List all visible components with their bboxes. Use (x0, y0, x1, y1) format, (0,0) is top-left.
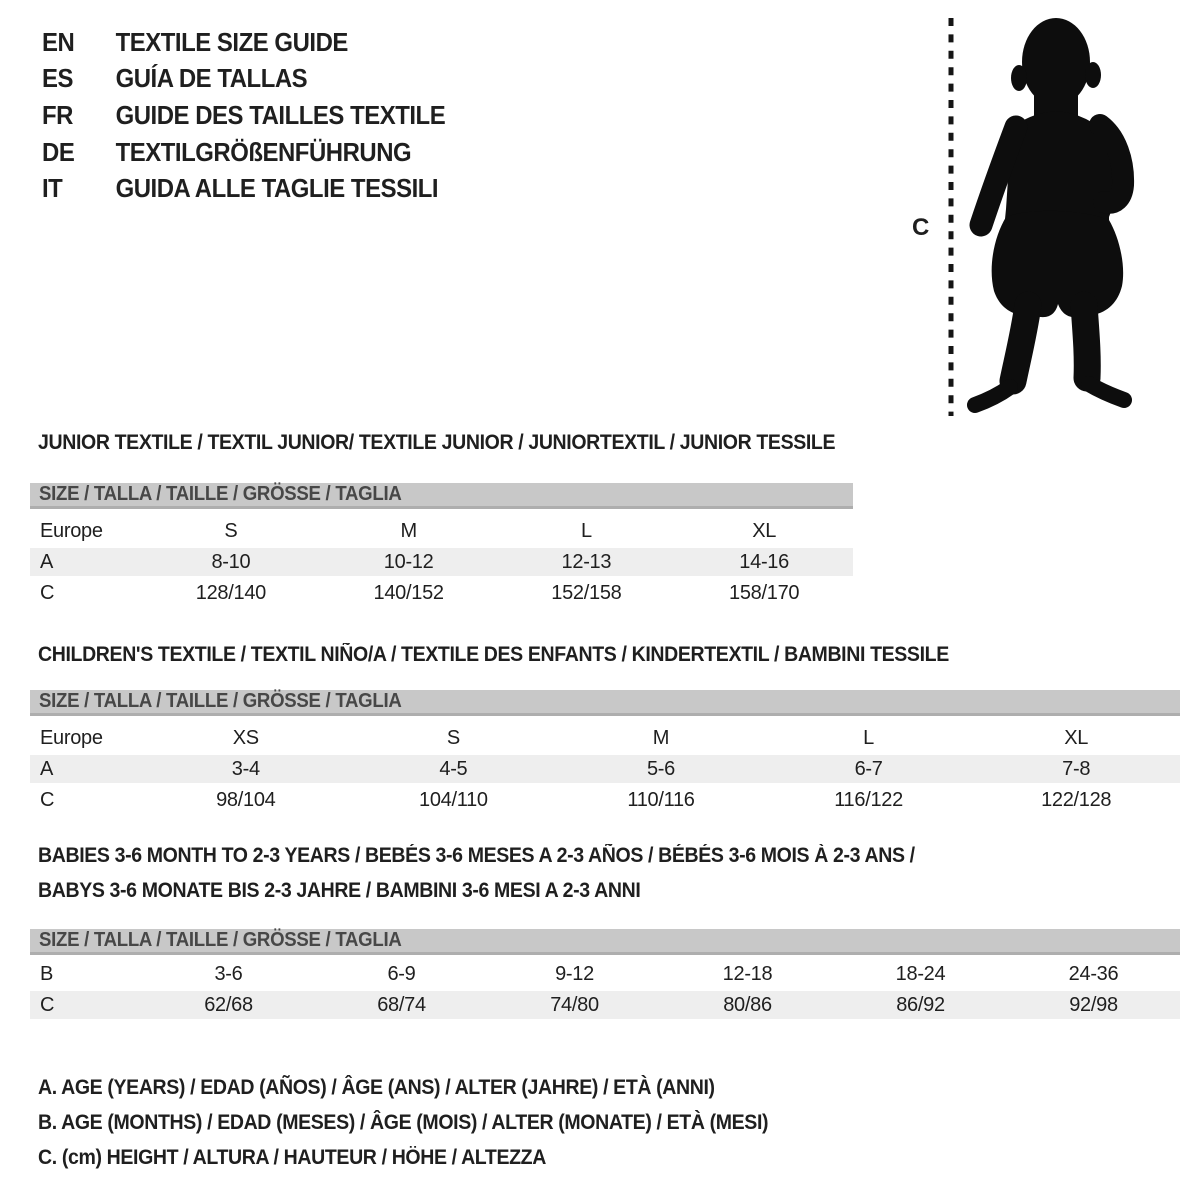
table-cell: 158/170 (729, 581, 800, 604)
table-cell: 5-6 (646, 757, 675, 780)
column-header: XL (752, 519, 777, 542)
junior-size-bar-label: SIZE / TALLA / TAILLE / GRÖSSE / TAGLIA (39, 483, 402, 505)
language-code: DE (42, 136, 75, 167)
junior-size-bar (30, 483, 853, 509)
babies-row-c (30, 991, 1180, 1019)
language-row-en (42, 24, 445, 61)
table-cell: 4-5 (439, 757, 468, 780)
language-code: EN (42, 26, 75, 57)
table-cell: 152/158 (551, 581, 622, 604)
children-header-row (30, 724, 1180, 752)
row-label: C (40, 993, 55, 1016)
table-cell: 98/104 (216, 788, 276, 811)
row-label: A (40, 757, 54, 780)
table-cell: 110/116 (627, 788, 695, 811)
height-measure-label: C (912, 214, 930, 241)
language-code: IT (42, 173, 63, 204)
table-cell: 8-10 (211, 550, 251, 573)
children-section-title: CHILDREN'S TEXTILE / TEXTIL NIÑO/A / TEXTILE DES ENFANTS / KINDERTEXTIL / BAMBINI TESSILE (38, 643, 949, 666)
children-size-bar (30, 690, 1180, 716)
babies-section-title-line2: BABYS 3-6 MONATE BIS 2-3 JAHRE / BAMBINI 3-6 MESI A 2-3 ANNI (38, 879, 641, 902)
table-cell: 116/122 (834, 788, 903, 811)
column-header: S (224, 519, 238, 542)
table-cell: 14-16 (739, 550, 789, 573)
junior-row-a (30, 548, 853, 576)
language-row-de (42, 134, 445, 171)
table-cell: 128/140 (195, 581, 266, 604)
language-title: TEXTILGRÖßENFÜHRUNG (115, 136, 412, 167)
table-cell: 9-12 (555, 962, 594, 985)
toddler-silhouette-icon (966, 15, 1136, 415)
column-header: M (652, 726, 670, 749)
table-cell: 12-13 (561, 550, 612, 573)
children-size-bar-label: SIZE / TALLA / TAILLE / GRÖSSE / TAGLIA (39, 690, 402, 712)
legend-age-months: B. AGE (MONTHS) / EDAD (MESES) / ÂGE (MOIS) / ALTER (MONATE) / ETÀ (MESI) (38, 1111, 769, 1134)
column-header: XS (232, 726, 259, 749)
table-cell: 86/92 (896, 993, 945, 1016)
table-cell: 3-4 (231, 757, 260, 780)
column-header: XL (1064, 726, 1089, 749)
legend-height-cm: C. (cm) HEIGHT / ALTURA / HAUTEUR / HÖHE / ALTEZZA (38, 1146, 546, 1169)
row-label: A (40, 550, 54, 573)
babies-size-bar-label: SIZE / TALLA / TAILLE / GRÖSSE / TAGLIA (39, 929, 402, 951)
junior-row-c (30, 579, 853, 607)
table-cell: 92/98 (1069, 993, 1118, 1016)
table-cell: 6-7 (854, 757, 883, 780)
table-cell: 80/86 (723, 993, 772, 1016)
table-cell: 140/152 (373, 581, 444, 604)
children-row-c (30, 786, 1180, 814)
column-header: M (400, 519, 417, 542)
language-title: GUÍA DE TALLAS (115, 63, 308, 94)
language-row-it (42, 170, 445, 207)
language-code: ES (42, 63, 73, 94)
column-header: L (863, 726, 874, 749)
measure-dashed-line (948, 18, 954, 416)
table-cell: 12-18 (722, 962, 773, 985)
table-cell: 3-6 (214, 962, 243, 985)
language-title: TEXTILE SIZE GUIDE (115, 26, 348, 57)
language-list (42, 24, 445, 207)
table-cell: 6-9 (387, 962, 416, 985)
language-row-fr (42, 97, 445, 134)
column-header: Europe (40, 726, 103, 749)
table-cell: 18-24 (895, 962, 946, 985)
legend-age-years: A. AGE (YEARS) / EDAD (AÑOS) / ÂGE (ANS) / ALTER (JAHRE) / ETÀ (ANNI) (38, 1076, 715, 1099)
table-cell: 24-36 (1068, 962, 1119, 985)
table-cell: 10-12 (383, 550, 434, 573)
table-cell: 104/110 (419, 788, 488, 811)
babies-size-bar (30, 929, 1180, 955)
babies-section-title-line1: BABIES 3-6 MONTH TO 2-3 YEARS / BEBÉS 3-6 MESES A 2-3 AÑOS / BÉBÉS 3-6 MOIS À 2-3 ANS / (38, 844, 915, 867)
children-row-a (30, 755, 1180, 783)
babies-row-b (30, 960, 1180, 988)
column-header: S (446, 726, 460, 749)
junior-header-row (30, 517, 853, 545)
language-row-es (42, 61, 445, 98)
table-cell: 74/80 (550, 993, 599, 1016)
row-label: C (40, 788, 55, 811)
language-code: FR (42, 99, 73, 130)
table-cell: 122/128 (1041, 788, 1112, 811)
table-cell: 68/74 (377, 993, 426, 1016)
column-header: Europe (40, 519, 103, 542)
language-title: GUIDA ALLE TAGLIE TESSILI (115, 173, 439, 204)
table-cell: 7-8 (1062, 757, 1091, 780)
row-label: C (40, 581, 55, 604)
junior-section-title: JUNIOR TEXTILE / TEXTIL JUNIOR/ TEXTILE JUNIOR / JUNIORTEXTIL / JUNIOR TESSILE (38, 431, 836, 454)
table-cell: 62/68 (204, 993, 253, 1016)
column-header: L (580, 519, 592, 542)
row-label: B (40, 962, 54, 985)
language-title: GUIDE DES TAILLES TEXTILE (115, 99, 446, 130)
